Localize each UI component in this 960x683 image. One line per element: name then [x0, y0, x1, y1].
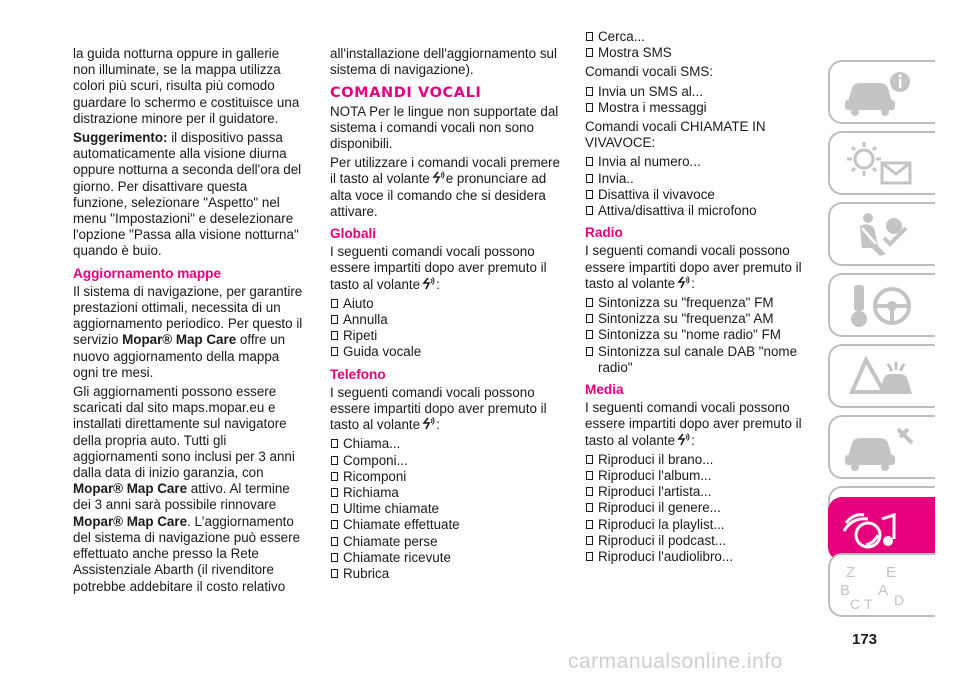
checkbox-icon	[586, 520, 593, 529]
checkbox-icon	[586, 314, 593, 323]
text: I seguenti comandi vocali possono essere impartiti dopo aver premuto il tasto al volante	[330, 384, 547, 433]
list-item	[330, 436, 560, 452]
index-letter: B	[840, 582, 851, 599]
checkbox-icon	[331, 569, 338, 578]
checkbox-icon	[331, 553, 338, 562]
text: I seguenti comandi vocali possono essere impartiti dopo aver premuto il tasto al volante	[585, 400, 802, 448]
checkbox-icon	[331, 504, 338, 513]
item-text: Rubrica	[343, 566, 390, 582]
paragraph	[73, 284, 303, 381]
index-letter: E	[886, 564, 897, 581]
checkbox-icon	[586, 347, 593, 356]
phone-commands-list	[330, 436, 560, 582]
checkbox-icon	[586, 87, 593, 96]
list-item	[330, 453, 560, 469]
text: :	[691, 432, 695, 448]
item-text: Invia al numero...	[598, 154, 701, 170]
checkbox-icon	[586, 552, 593, 561]
paragraph	[585, 243, 815, 292]
checkbox-icon	[586, 48, 593, 57]
paragraph: la guida notturna oppure in gallerie non illuminate, se la mappa utilizza colori più scuri, risulta più comodo guardare lo schermo e costituisce una distrazione minore per il guidatore.	[73, 46, 300, 126]
phone-commands-list-cont	[585, 29, 815, 61]
tab-starting-driving[interactable]	[828, 273, 935, 337]
item-text: Disattiva il vivavoce	[598, 186, 715, 202]
list-item	[330, 312, 560, 328]
list-item	[585, 100, 815, 116]
tab-vehicle-info[interactable]	[828, 60, 935, 124]
multimedia-music-icon	[838, 505, 926, 555]
paragraph	[330, 385, 560, 434]
checkbox-icon	[586, 190, 593, 199]
heading-voice-commands: COMANDI VOCALI	[330, 85, 482, 102]
item-text: Riproduci il genere...	[598, 500, 721, 516]
list-item	[585, 517, 815, 533]
key-steering-wheel-icon	[838, 281, 926, 331]
checkbox-icon	[586, 330, 593, 339]
heading-radio: Radio	[585, 225, 623, 241]
heading-media: Media	[585, 382, 624, 398]
checkbox-icon	[586, 503, 593, 512]
voice-command-icon	[676, 276, 690, 289]
global-commands-list	[330, 296, 560, 361]
list-item	[330, 344, 560, 360]
text: attivo. Al termine dei 3 anni sarà possibile rinnovare	[73, 481, 290, 513]
list-item	[585, 327, 815, 343]
checkbox-icon	[331, 472, 338, 481]
tip-label: Suggerimento:	[73, 130, 168, 146]
item-text: Chiamate perse	[343, 533, 438, 549]
list-item	[330, 534, 560, 550]
list-item	[585, 295, 815, 311]
list-item	[585, 203, 815, 219]
car-maintenance-icon	[838, 423, 926, 473]
text: :	[436, 276, 440, 292]
media-commands-list	[585, 452, 815, 565]
paragraph	[73, 130, 303, 260]
brand-name: Mopar® Map Care	[73, 513, 188, 529]
item-text: Ricomponi	[343, 468, 407, 484]
list-item	[585, 500, 815, 516]
text: I seguenti comandi vocali possono essere impartiti dopo aver premuto il tasto al volante	[330, 244, 547, 292]
heading-map-update: Aggiornamento mappe	[73, 265, 222, 281]
list-item	[330, 485, 560, 501]
item-text: Annulla	[343, 312, 388, 328]
car-info-icon	[838, 68, 926, 118]
paragraph	[330, 155, 560, 220]
item-text: Riproduci la playlist...	[598, 516, 725, 532]
brand-name: Mopar® Map Care	[122, 332, 237, 348]
index-letter: T	[864, 596, 873, 611]
item-text: Ultime chiamate	[343, 501, 439, 517]
item-text: Invia un SMS al...	[598, 83, 703, 99]
list-item	[585, 84, 815, 100]
item-text: Mostra SMS	[598, 45, 672, 61]
item-text: Chiama...	[343, 436, 401, 452]
checkbox-icon	[331, 299, 338, 308]
item-text: Riproduci l'artista...	[598, 484, 712, 500]
tab-index[interactable]	[828, 553, 935, 617]
list-item	[330, 296, 560, 312]
item-text: Riproduci l'album...	[598, 468, 712, 484]
paragraph	[330, 244, 560, 293]
item-text: Chiamate effettuate	[343, 517, 460, 533]
index-letter: C	[850, 596, 861, 611]
list-item	[585, 533, 815, 549]
list-item	[585, 187, 815, 203]
item-text: Sintonizza sul canale DAB "nome radio"	[598, 343, 798, 375]
checkbox-icon	[331, 537, 338, 546]
item-text: Ripeti	[343, 328, 378, 344]
item-text: Riproduci l'audiolibro...	[598, 549, 734, 565]
checkbox-icon	[331, 315, 338, 324]
item-text: Richiama	[343, 485, 399, 501]
item-text: Mostra i messaggi	[598, 99, 707, 115]
checkbox-icon	[586, 471, 593, 480]
watermark: carmanualsonline.info	[568, 650, 783, 673]
item-text: Cerca...	[598, 29, 645, 44]
text: Gli aggiornamenti possono essere scaricati dal sito maps.mopar.eu e installati direttamente sul navigatore della propria auto. Tutti gli aggiornamenti sono inclusi per 3 anni dalla data di inizio garanzia, con	[73, 384, 295, 481]
index-letter: D	[894, 592, 905, 608]
text: e pronunciare ad alta voce il comando che si desidera attivare.	[330, 171, 547, 219]
heading-global: Globali	[330, 226, 377, 242]
paragraph	[585, 400, 815, 449]
checkbox-icon	[586, 487, 593, 496]
checkbox-icon	[586, 455, 593, 464]
text: :	[691, 275, 695, 291]
tab-maintenance[interactable]	[828, 415, 935, 479]
list-item	[330, 469, 560, 485]
brand-name: Mopar® Map Care	[73, 481, 188, 497]
list-item	[585, 45, 815, 61]
voice-command-icon	[676, 433, 690, 446]
checkbox-icon	[586, 298, 593, 307]
paragraph: NOTA Per le lingue non supportate dal sistema i comandi vocali non sono disponibili.	[330, 103, 559, 152]
item-text: Aiuto	[343, 295, 374, 311]
item-text: Chiamate ricevute	[343, 549, 451, 565]
checkbox-icon	[586, 174, 593, 183]
paragraph: all'installazione dell'aggiornamento sul sistema di navigazione).	[330, 46, 557, 78]
paragraph: Comandi vocali SMS:	[585, 64, 714, 80]
item-text: Componi...	[343, 452, 408, 468]
alphabetical-index-icon	[838, 561, 926, 611]
item-text: Riproduci il podcast...	[598, 532, 727, 548]
checkbox-icon	[331, 488, 338, 497]
item-text: Invia..	[598, 170, 634, 186]
list-item	[330, 501, 560, 517]
checkbox-icon	[586, 536, 593, 545]
tip-text: il dispositivo passa automaticamente alla visione diurna oppure notturna a seconda dell'ora del giorno. Per disattivare questa funzione, selezionare "Aspetto" nel menu "Impostazioni" e deselezionare l'opzione "Passa alla visione notturna" quando è buio.	[73, 130, 302, 259]
list-item	[330, 550, 560, 566]
text: . L'aggiornamento del sistema di navigazione può essere effettuato anche presso la Rete Assistenziale Abarth (il rivenditore potrebbe addebitare il costo relativo	[73, 513, 301, 594]
item-text: Riproduci il brano...	[598, 451, 714, 467]
text: Per utilizzare i comandi vocali premere il tasto al volante	[330, 155, 560, 187]
column-2	[330, 46, 560, 585]
list-item	[585, 344, 815, 376]
paragraph	[73, 384, 303, 595]
list-item	[330, 328, 560, 344]
text: Il sistema di navigazione, per garantire prestazioni ottimali, necessita di un aggiornamento periodico. Per questo il servizio	[73, 283, 303, 348]
tab-multimedia[interactable]	[828, 497, 935, 561]
list-item	[585, 154, 815, 170]
item-text: Sintonizza su "frequenza" FM	[598, 295, 774, 311]
tab-lights-messages[interactable]	[828, 131, 935, 195]
column-3	[585, 29, 815, 568]
column-1	[73, 46, 303, 598]
checkbox-icon	[586, 103, 593, 112]
item-text: Attiva/disattiva il microfono	[598, 203, 757, 219]
checkbox-icon	[331, 520, 338, 529]
list-item	[585, 29, 815, 45]
warning-triangle-icon	[838, 352, 926, 402]
voice-command-icon	[421, 417, 435, 430]
checkbox-icon	[331, 439, 338, 448]
text: offre un nuovo aggiornamento della mappa ogni tre mesi.	[73, 332, 286, 380]
list-item	[330, 566, 560, 582]
item-text: Guida vocale	[343, 344, 422, 360]
checkbox-icon	[331, 331, 338, 340]
tab-safety[interactable]	[828, 202, 935, 266]
item-text: Sintonizza su "nome radio" FM	[598, 327, 781, 343]
checkbox-icon	[331, 456, 338, 465]
radio-commands-list	[585, 295, 815, 376]
handsfree-commands-list	[585, 154, 815, 219]
checkbox-icon	[586, 32, 593, 41]
list-item	[585, 311, 815, 327]
voice-command-icon	[431, 171, 445, 184]
seatbelt-airbag-icon	[838, 210, 926, 260]
tab-emergency[interactable]	[828, 344, 935, 408]
list-item	[585, 468, 815, 484]
checkbox-icon	[586, 206, 593, 215]
list-item	[585, 549, 815, 565]
list-item	[585, 452, 815, 468]
index-letter: A	[878, 582, 889, 599]
checkbox-icon	[586, 157, 593, 166]
paragraph: Comandi vocali CHIAMATE IN VIVAVOCE:	[585, 119, 766, 151]
list-item	[330, 517, 560, 533]
page-number: 173	[852, 631, 878, 648]
text: :	[436, 417, 440, 433]
text: I seguenti comandi vocali possono essere impartiti dopo aver premuto il tasto al volante	[585, 243, 802, 291]
list-item	[585, 171, 815, 187]
heading-phone: Telefono	[330, 366, 386, 382]
index-letter: Z	[846, 564, 856, 581]
lights-message-icon	[838, 139, 926, 189]
checkbox-icon	[331, 347, 338, 356]
sms-commands-list	[585, 84, 815, 116]
item-text: Sintonizza su "frequenza" AM	[598, 311, 774, 327]
voice-command-icon	[421, 277, 435, 290]
list-item	[585, 484, 815, 500]
